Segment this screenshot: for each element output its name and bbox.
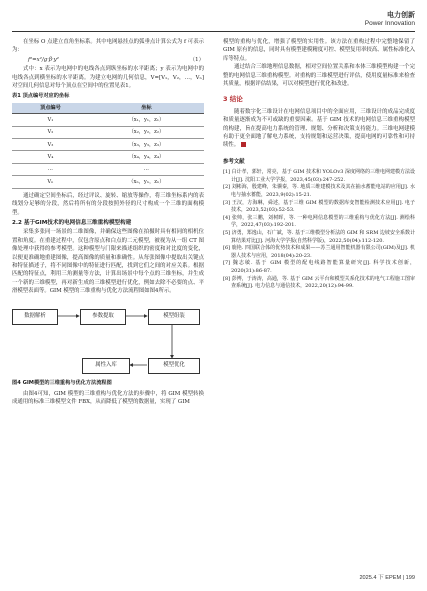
paragraph: 式中：x 表示为电网中的电线各点到纵坐标的水平距离；y 表示为电网中的电线各点到横坐标的水平距离。为建立电网的几何信息，V=[V₁，V₂，…，Vₙ] 对空间几何信息对每个顶点在空间中的位置见表1。 bbox=[12, 66, 204, 90]
references-list bbox=[223, 169, 415, 291]
section-heading-conclusion: 3 结论 bbox=[223, 95, 243, 104]
paragraph: 采集多张同一场景的二维图像，并确保这些图像在拍摄时具有相同的相机位置和角度。在重建过程中，仅包含原点和白点的二元模型，被视为从一组 CT 图像处理中获得的参考模型。这种模型与门限来描述组织的密度和对比度的变化，以便更准确地重建图像，提高图像的质量和准确性。从每张图像中提取出关键点和特征描述子，将不同图像中的特征进行匹配，找到它们之间的对应关系。根据匹配的特征点，利用三角测量等方法，计算出场景中每个点的三维坐标，并生成一个新的三维模型，再对新生成的三维模型进行优化，例如去除不必要的点、平滑模型表面等。GIM 模型的三维重构与优化方法流程图如图4所示。 bbox=[12, 229, 204, 295]
subsection-heading: 2.2 基于GIM技术的电网信息三维重构模型构建 bbox=[12, 219, 132, 226]
table-cell: V₁ bbox=[12, 114, 89, 126]
journal-header bbox=[365, 10, 415, 27]
table-cell: （x₂，y₂，z₂） bbox=[89, 126, 204, 138]
table-cell: （x₃，y₃，z₃） bbox=[89, 139, 204, 151]
table-cell: Vₙ bbox=[12, 176, 89, 188]
reference-item: [7] 魏志敏. 基于 GIM 模型的配电线路智能算量研究[J]. 科学技术创新，2020(31):86-87. bbox=[223, 260, 415, 274]
table-row bbox=[12, 163, 204, 175]
table-row bbox=[12, 151, 204, 163]
vertex-table bbox=[12, 103, 204, 189]
paragraph bbox=[223, 108, 415, 150]
header-rule bbox=[12, 31, 415, 32]
table-row bbox=[12, 114, 204, 126]
paragraph: 通过确定空间坐标后，经过评议、旋转、缩放等操作，将三维坐标系内的表线划分足够的分段，然后将所有的分段按照外径的尺寸构成一个三维的面构模型。 bbox=[12, 192, 204, 216]
reference-item: [2] 刘彬海，殷建峰，朱骥秦，等. 地质三维建模技术及其在抽水蓄能电站的应用[J]. 水电与抽水蓄能，2023,9(02):15-21. bbox=[223, 184, 415, 199]
table-cell: （x₄，y₄，z₄） bbox=[89, 151, 204, 163]
table-header-cell: 顶点编号 bbox=[12, 103, 89, 114]
paragraph: 在坐标 O 点建立直角坐标系。其中电网悬挂点的弧垂点计算公式为 f 可表示为： bbox=[12, 39, 204, 54]
table-cell: … bbox=[89, 163, 204, 175]
journal-title-en: Power Innovation bbox=[364, 20, 415, 27]
flowchart bbox=[12, 302, 204, 376]
equation-number: （1） bbox=[189, 56, 204, 63]
equation-1 bbox=[12, 56, 204, 64]
table-row bbox=[12, 176, 204, 188]
reference-item: [8] 彭博，于涛涛，高通，等. 基于 GIM 云平台和模型关系化技术的电气工程施工图审查系统[J]. 电力信息与通信技术，2022,20(12):94-99. bbox=[223, 275, 415, 290]
reference-item: [3] 王汉，方海琳，舜述，基于三维 GIM 模型的数据库变智能检测技术应用[J]. 电子技术，2023,52(03):52-53. bbox=[223, 199, 415, 214]
references-heading: 参考文献 bbox=[223, 158, 245, 165]
table-caption: 表1 顶点编号对应的坐标 bbox=[12, 93, 70, 100]
right-column bbox=[223, 38, 415, 291]
paragraph: 由图4可知，GIM 模型的三维重构与优化方法的步骤中，将 GIM 模型转换成通用的标准三维模型文件 FBX，从而降低了模型的数据量，实现了 GIM bbox=[12, 390, 204, 406]
end-mark-icon bbox=[241, 142, 246, 147]
reference-item: [5] 济勇，郑逸山，石广斌，等. 基于三维模型分析法的 GIM 和 SRM 边坡安全系数计算结果对比[J]. 河海大学学报(自然科学版)，2022,50(04):112-120. bbox=[223, 230, 415, 244]
page-footer: 2025.4 下 EPEM | 199 bbox=[359, 575, 415, 581]
equation-text: f²=x²/g·β·y² bbox=[28, 56, 59, 63]
box-param-extract: 参数提取 bbox=[80, 309, 126, 325]
table-row bbox=[12, 139, 204, 151]
reference-item: [6] 鹿艳. 四国联合体的优势技术和成果——苏兰通用智能机器有限公司(GIM)及[J]. 机器人技术与应用，2018(04):20-23. bbox=[223, 245, 415, 259]
reference-item: [1] 白计孝，郭轩，常亮，基于 GIM 技术和 YOLOv3 深度网络的三维电网建模方法设计[J]. 沈阳工业大学学报，2023,45(03):247-252. bbox=[223, 169, 415, 183]
table-cell: V₃ bbox=[12, 139, 89, 151]
table-cell: （xₙ，yₙ，zₙ） bbox=[89, 176, 204, 188]
paragraph: 通过结合三维地理信息数据，相对空间位置关系和本体三维模型构建一个完整的电网信息三维重构模型。对重构的三维模型进行评估，使用度量标准来检查其质量，根据评估结果，可以对模型进行优化和改进。 bbox=[223, 64, 415, 88]
box-model-assemble: 模型组装 bbox=[148, 309, 200, 325]
reference-item: [4] 张帅，张三鹏，刘树晖，等. 一种电网信息模型的三维重构与优化方法[J]. 测绘科学，2022,47(03):192-201. bbox=[223, 214, 415, 229]
journal-title-zh: 电力创新 bbox=[387, 11, 415, 19]
box-attr-import: 属性入库 bbox=[82, 358, 130, 374]
paragraph: 模型的重构与优化，增强了模型的实用性。该方法在重构过程中完整地保留了 GIM 原有的信息，同时具有模型建模精度可控、模型复用率较高、属性标准化入库等特点。 bbox=[223, 39, 415, 62]
table-cell: （x₁，y₁，z₁） bbox=[89, 114, 204, 126]
table-header-cell: 坐标 bbox=[89, 103, 204, 114]
table-cell: V₂ bbox=[12, 126, 89, 138]
table-cell: … bbox=[12, 163, 89, 175]
table-row bbox=[12, 126, 204, 138]
box-data-parse: 数据解析 bbox=[12, 309, 58, 325]
table-cell: V₄ bbox=[12, 151, 89, 163]
conclusion-text: 随着数字化三维设计在电网信息项目中的全面应用，三维设计的成品完成度和质量逐渐成为不可或缺的重要因素。基于 GIM 技术的电网信息三维重构模型的构建，旨在提高电力系统的管理、规划、分析和决策支持能力。三维电网建模有助于更全面地了解电力系统，支持规划和运营决策，提高电网的可靠性和可持续性。 bbox=[223, 108, 415, 149]
left-column bbox=[12, 38, 204, 407]
box-model-optimize: 模型优化 bbox=[148, 358, 200, 374]
figure-caption: 图4 GIM模型的三维重构与优化方法流程图 bbox=[12, 379, 112, 386]
